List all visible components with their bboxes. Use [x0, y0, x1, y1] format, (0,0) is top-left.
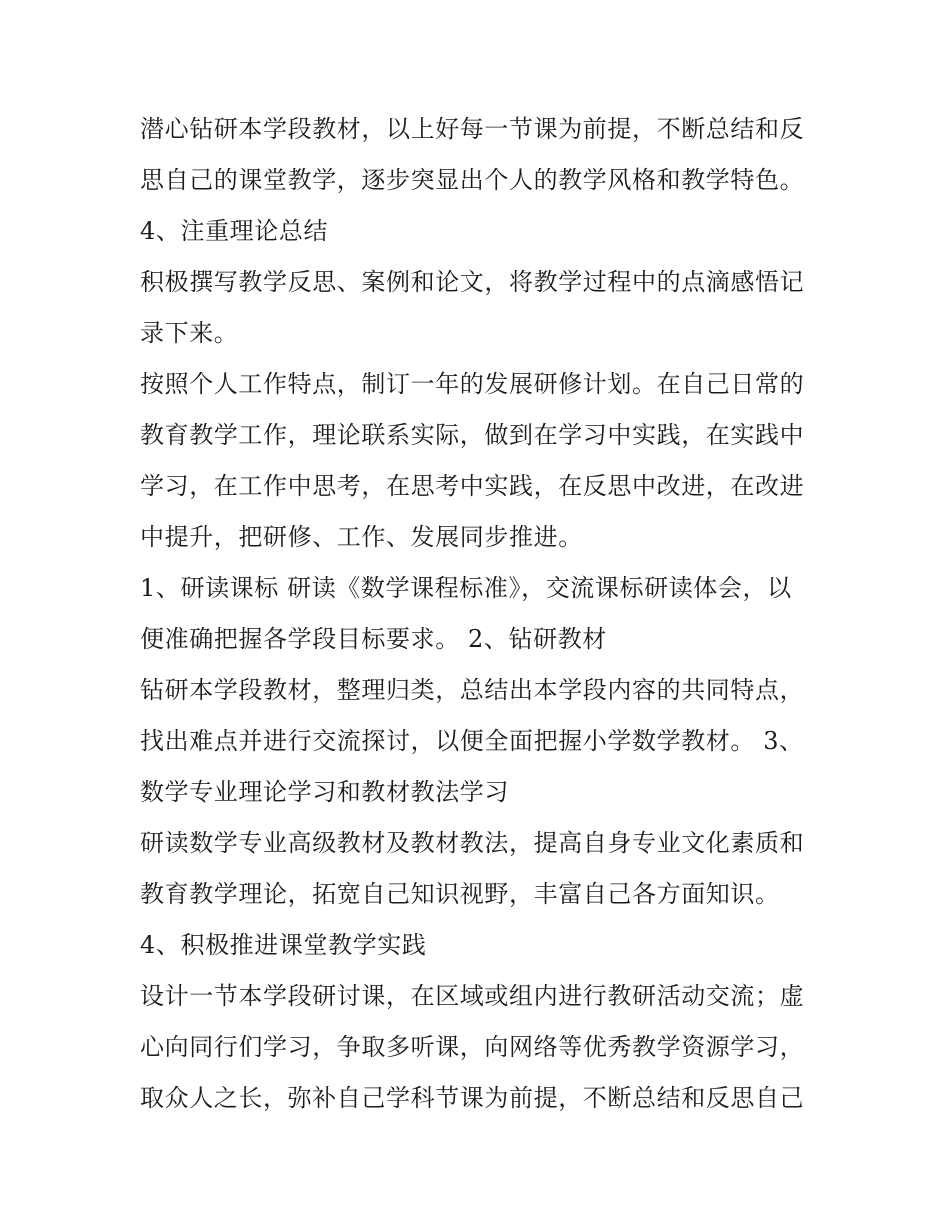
section-heading: 4、注重理论总结: [140, 217, 329, 245]
text-line: 1、研读课标 研读《数学课程标准》，交流课标研读体会，以: [140, 574, 792, 602]
section-heading: 数学专业理论学习和教材教法学习: [140, 778, 509, 806]
text-line: 录下来。: [140, 319, 239, 347]
text-line: 教育教学理论，拓宽自己知识视野，丰富自己各方面知识。: [140, 880, 780, 908]
text-line: 潜心钻研本学段教材，以上好每一节课为前提，不断总结和反: [140, 115, 805, 143]
text-line: 中提升，把研修、工作、发展同步推进。: [140, 523, 583, 551]
text-line: 按照个人工作特点，制订一年的发展研修计划。在自己日常的: [140, 370, 805, 398]
text-line: 便准确把握各学段目标要求。 2、钻研教材: [140, 625, 607, 653]
text-line: 找出难点并进行交流探讨，以便全面把握小学数学教材。 3、: [140, 727, 804, 755]
text-line: 研读数学专业高级教材及教材教法，提高自身专业文化素质和: [140, 829, 805, 857]
document-body: [140, 104, 820, 1124]
text-line: 心向同行们学习，争取多听课，向网络等优秀教学资源学习，: [140, 1033, 805, 1061]
section-heading: 4、积极推进课堂教学实践: [140, 931, 427, 959]
text-line: 思自己的课堂教学，逐步突显出个人的教学风格和教学特色。: [140, 166, 805, 194]
text-line: 学习，在工作中思考，在思考中实践，在反思中改进，在改进: [140, 472, 805, 500]
text-line: 积极撰写教学反思、案例和论文，将教学过程中的点滴感悟记: [140, 268, 805, 296]
text-line: 钻研本学段教材，整理归类，总结出本学段内容的共同特点，: [140, 676, 805, 704]
text-line: 取众人之长，弥补自己学科节课为前提，不断总结和反思自己: [140, 1084, 805, 1112]
text-line: 教育教学工作，理论联系实际，做到在学习中实践，在实践中: [140, 421, 805, 449]
text-line: 设计一节本学段研讨课，在区域或组内进行教研活动交流；虚: [140, 982, 805, 1010]
